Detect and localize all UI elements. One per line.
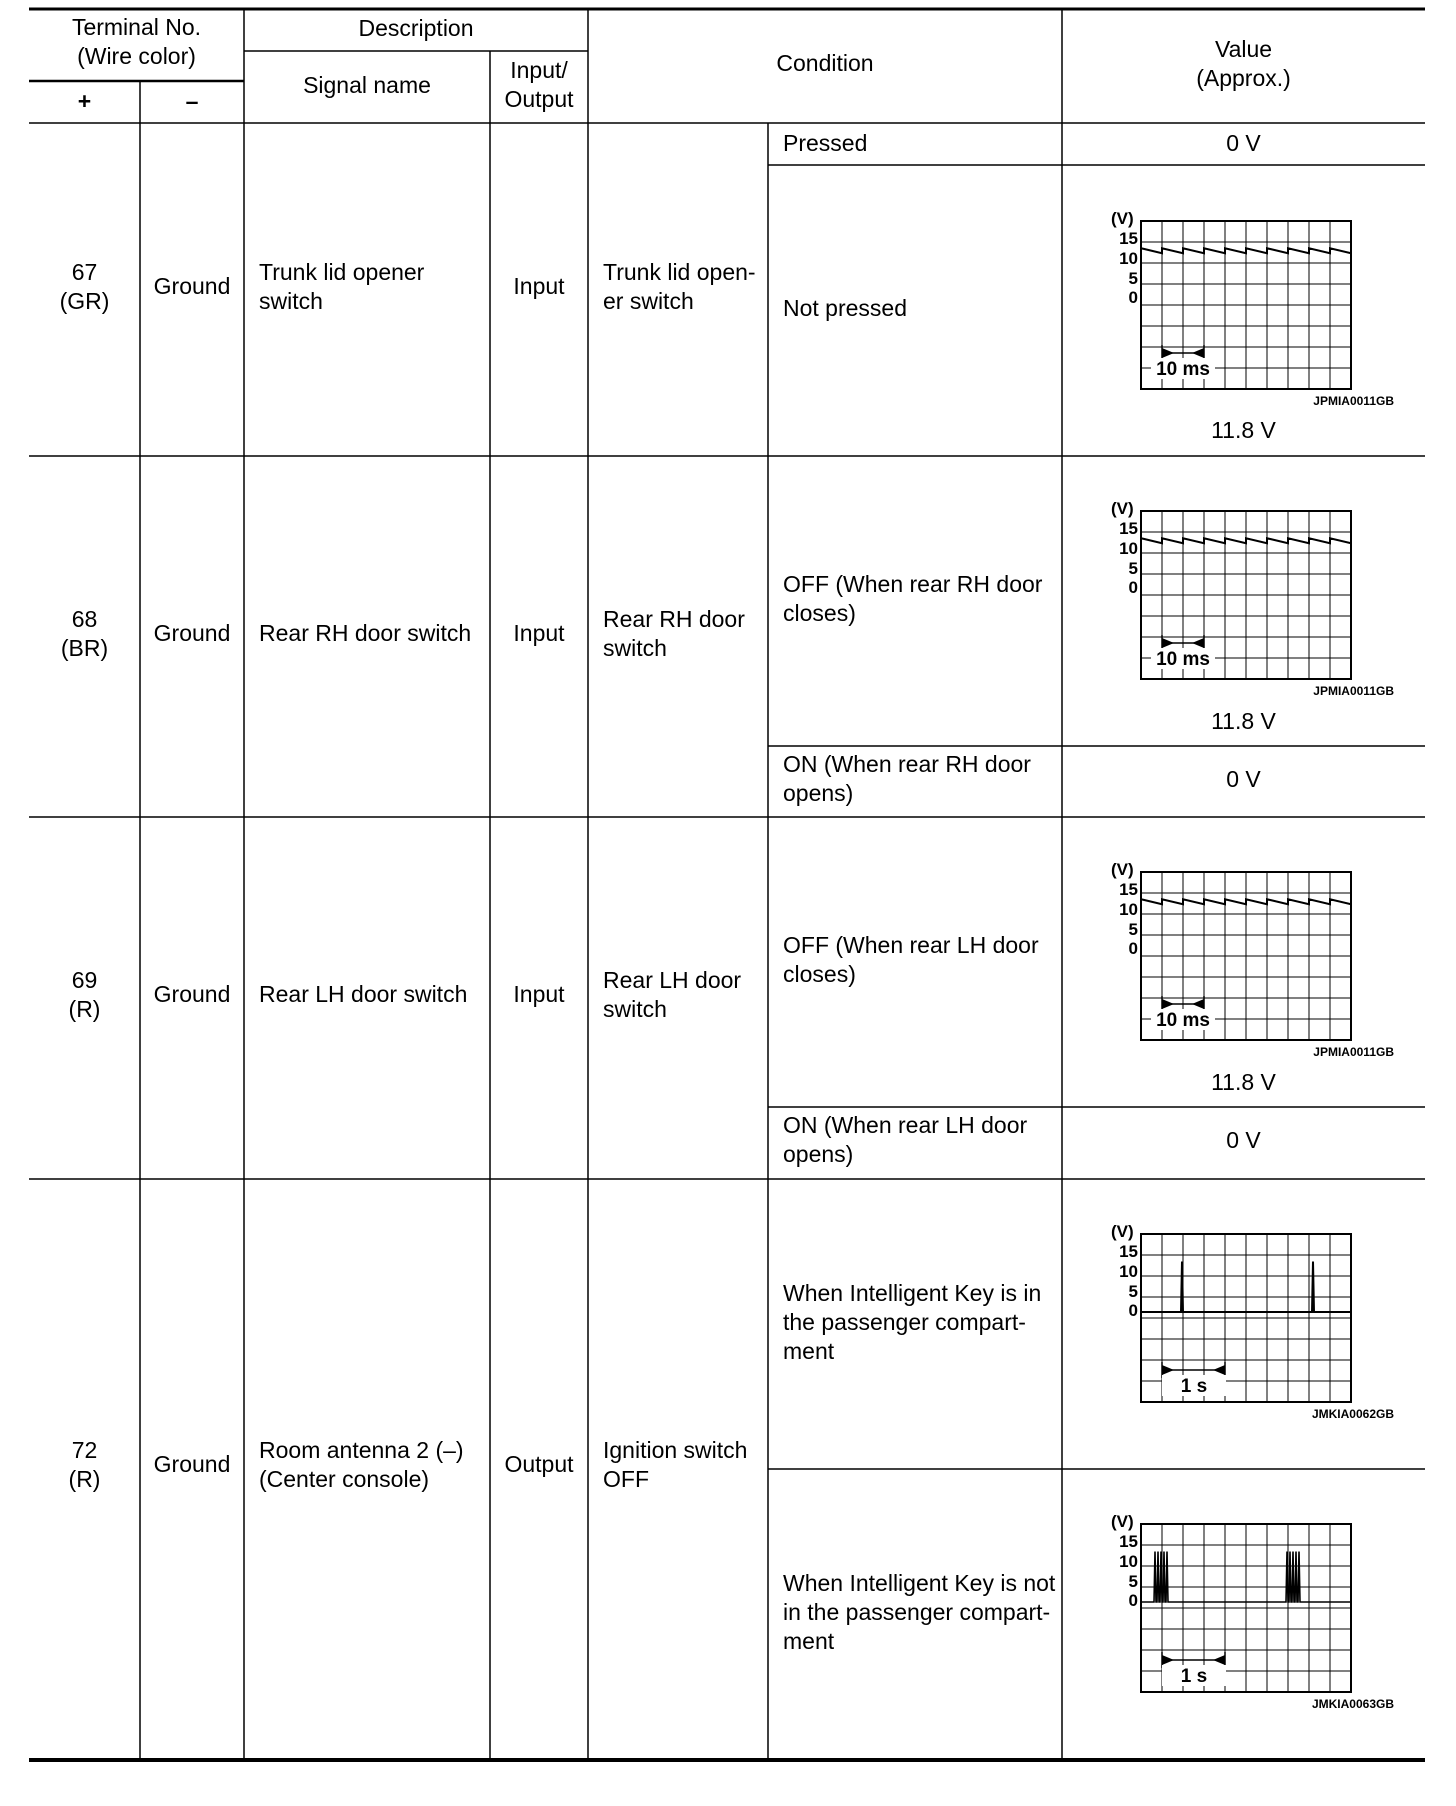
state-68-on-line1: ON (When rear RH door xyxy=(783,751,1031,777)
state-72-not-in-line1: When Intelligent Key is not xyxy=(783,1570,1056,1596)
waveform-arrow-left xyxy=(1162,1365,1174,1375)
waveform-figure-code: JMKIA0063GB xyxy=(1311,1697,1394,1711)
condition-72-line1: Ignition switch xyxy=(603,1437,748,1463)
terminal-69: 69 xyxy=(71,967,98,993)
wire-color-69: (R) xyxy=(68,996,101,1022)
state-72-in-line1: When Intelligent Key is in xyxy=(783,1280,1042,1306)
waveform-tick-label: 5 xyxy=(1128,1282,1138,1301)
signal-name-72-line2: (Center console) xyxy=(259,1466,430,1492)
value-67-pressed: 0 V xyxy=(1226,130,1261,156)
condition-67-line2: er switch xyxy=(603,288,694,314)
waveform-figure-code: JPMIA0011GB xyxy=(1313,394,1394,408)
waveform-tick-label: 0 xyxy=(1128,1301,1138,1320)
waveform-69-off xyxy=(1100,860,1400,1060)
waveform-figure-code: JPMIA0011GB xyxy=(1313,684,1394,698)
waveform-time-label: 10 ms xyxy=(1156,649,1210,670)
state-68-off-line2: closes) xyxy=(783,600,856,626)
waveform-tick-label: 0 xyxy=(1128,578,1138,597)
waveform-signal-trace xyxy=(1141,248,1351,253)
header-plus: + xyxy=(77,88,92,114)
waveform-tick-label: 10 xyxy=(1119,1552,1138,1571)
waveform-arrow-right xyxy=(1213,1655,1225,1665)
wire-color-68: (BR) xyxy=(60,635,109,661)
signal-name-67-line2: switch xyxy=(259,288,323,314)
waveform-unit-label: (V) xyxy=(1111,1222,1134,1241)
header-value-1: Value xyxy=(1214,36,1273,62)
condition-68-line2: switch xyxy=(603,635,667,661)
io-72: Output xyxy=(504,1451,574,1477)
value-69-off: 11.8 V xyxy=(1211,1069,1276,1095)
waveform-tick-label: 0 xyxy=(1128,939,1138,958)
waveform-tick-label: 10 xyxy=(1119,539,1138,558)
value-69-on: 0 V xyxy=(1226,1127,1261,1153)
state-72-not-in-line3: ment xyxy=(783,1628,835,1654)
waveform-arrow-right xyxy=(1213,1365,1225,1375)
state-69-off-line1: OFF (When rear LH door xyxy=(783,932,1039,958)
waveform-68-off xyxy=(1100,499,1400,699)
waveform-figure-code: JMKIA0062GB xyxy=(1311,1407,1394,1421)
waveform-67-not-pressed xyxy=(1100,209,1400,409)
waveform-signal-trace xyxy=(1141,538,1351,543)
ground-69: Ground xyxy=(153,981,231,1007)
waveform-arrow-right xyxy=(1192,638,1204,648)
header-input-output-2: Output xyxy=(504,86,574,112)
state-69-on-line2: opens) xyxy=(783,1141,854,1167)
terminal-72: 72 xyxy=(71,1437,98,1463)
waveform-time-label: 1 s xyxy=(1180,1376,1208,1397)
waveform-arrow-left xyxy=(1162,348,1174,358)
header-description: Description xyxy=(358,15,474,41)
header-signal-name: Signal name xyxy=(303,72,431,98)
header-minus: – xyxy=(185,88,199,114)
ground-68: Ground xyxy=(153,620,231,646)
waveform-tick-label: 15 xyxy=(1119,1242,1138,1261)
waveform-arrow-left xyxy=(1162,999,1174,1009)
waveform-tick-label: 0 xyxy=(1128,288,1138,307)
waveform-arrow-left xyxy=(1162,1655,1174,1665)
waveform-72-not-in xyxy=(1100,1512,1400,1712)
state-69-off-line2: closes) xyxy=(783,961,856,987)
condition-67-line1: Trunk lid open- xyxy=(603,259,756,285)
header-value-2: (Approx.) xyxy=(1196,65,1291,91)
io-68: Input xyxy=(513,620,565,646)
waveform-unit-label: (V) xyxy=(1111,499,1134,518)
state-67-pressed: Pressed xyxy=(783,130,868,156)
waveform-time-label: 10 ms xyxy=(1156,359,1210,380)
header-input-output-1: Input/ xyxy=(510,57,568,83)
value-68-on: 0 V xyxy=(1226,766,1261,792)
waveform-tick-label: 15 xyxy=(1119,1532,1138,1551)
state-72-in-line2: the passenger compart- xyxy=(783,1309,1026,1335)
header-terminal-no: Terminal No. xyxy=(71,14,202,40)
state-68-on-line2: opens) xyxy=(783,780,854,806)
wire-color-72: (R) xyxy=(68,1466,101,1492)
waveform-arrow-right xyxy=(1192,999,1204,1009)
state-68-off-line1: OFF (When rear RH door xyxy=(783,571,1043,597)
io-69: Input xyxy=(513,981,565,1007)
waveform-tick-label: 5 xyxy=(1128,1572,1138,1591)
waveform-time-label: 1 s xyxy=(1180,1666,1208,1687)
io-67: Input xyxy=(513,273,565,299)
waveform-tick-label: 10 xyxy=(1119,249,1138,268)
waveform-arrow-right xyxy=(1192,348,1204,358)
waveform-tick-label: 5 xyxy=(1128,559,1138,578)
waveform-tick-label: 5 xyxy=(1128,269,1138,288)
state-72-not-in-line2: in the passenger compart- xyxy=(783,1599,1051,1625)
state-72-in-line3: ment xyxy=(783,1338,835,1364)
ground-72: Ground xyxy=(153,1451,231,1477)
waveform-tick-label: 0 xyxy=(1128,1591,1138,1610)
signal-name-68: Rear RH door switch xyxy=(259,620,472,646)
condition-72-line2: OFF xyxy=(603,1466,649,1492)
waveform-unit-label: (V) xyxy=(1111,860,1134,879)
waveform-unit-label: (V) xyxy=(1111,1512,1134,1531)
state-67-not-pressed: Not pressed xyxy=(783,295,908,321)
waveform-72-in xyxy=(1100,1222,1400,1422)
condition-69-line2: switch xyxy=(603,996,667,1022)
signal-name-67-line1: Trunk lid opener xyxy=(259,259,425,285)
terminal-67: 67 xyxy=(71,259,98,285)
waveform-tick-label: 5 xyxy=(1128,920,1138,939)
waveform-figure-code: JPMIA0011GB xyxy=(1313,1045,1394,1059)
terminal-68: 68 xyxy=(71,606,98,632)
ground-67: Ground xyxy=(153,273,231,299)
header-condition: Condition xyxy=(776,50,874,76)
waveform-signal-trace xyxy=(1141,899,1351,904)
condition-69-line1: Rear LH door xyxy=(603,967,742,993)
header-wire-color: (Wire color) xyxy=(77,43,196,69)
value-67-not-pressed: 11.8 V xyxy=(1211,417,1276,443)
waveform-tick-label: 15 xyxy=(1119,519,1138,538)
waveform-tick-label: 10 xyxy=(1119,1262,1138,1281)
waveform-tick-label: 15 xyxy=(1119,880,1138,899)
waveform-arrow-left xyxy=(1162,638,1174,648)
waveform-tick-label: 10 xyxy=(1119,900,1138,919)
state-69-on-line1: ON (When rear LH door xyxy=(783,1112,1028,1138)
signal-name-69: Rear LH door switch xyxy=(259,981,468,1007)
waveform-time-label: 10 ms xyxy=(1156,1010,1210,1031)
waveform-tick-label: 15 xyxy=(1119,229,1138,248)
wire-color-67: (GR) xyxy=(59,288,110,314)
value-68-off: 11.8 V xyxy=(1211,708,1276,734)
condition-68-line1: Rear RH door xyxy=(603,606,745,632)
waveform-unit-label: (V) xyxy=(1111,209,1134,228)
signal-name-72-line1: Room antenna 2 (–) xyxy=(259,1437,464,1463)
